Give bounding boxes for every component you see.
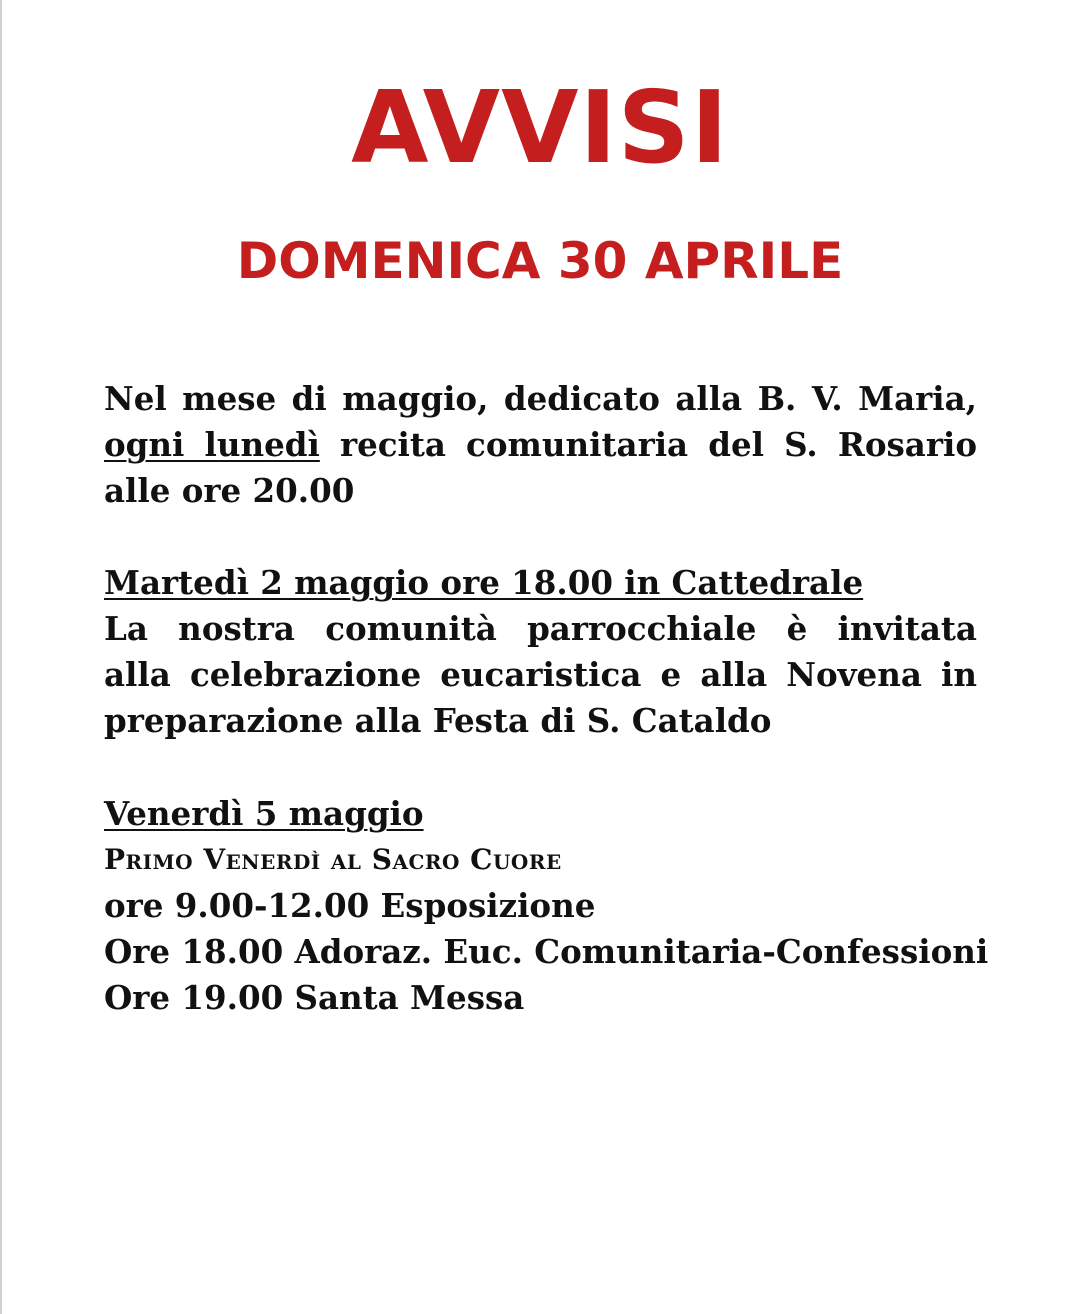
page-title: AVVISI xyxy=(351,69,729,186)
rosary-notice-line-2 xyxy=(104,422,977,468)
rosary-notice-line-1: Nel mese di maggio, dedicato alla B. V. Maria, xyxy=(104,379,977,418)
page-edge-divider xyxy=(0,0,2,1314)
cathedral-notice-line-2: alla celebrazione eucaristica e alla Novena in xyxy=(104,655,977,694)
rosary-notice-line-2-rest: recita comunitaria del S. Rosario xyxy=(319,425,978,464)
page-date-subtitle: DOMENICA 30 APRILE xyxy=(236,232,844,290)
first-friday-line-2: Ore 18.00 Adoraz. Euc. Comunitaria-Confessioni xyxy=(104,932,989,971)
rosary-notice-line-3: alle ore 20.00 xyxy=(104,471,355,510)
rosary-notice xyxy=(104,376,977,514)
cathedral-notice xyxy=(104,560,977,744)
first-friday-line-3: Ore 19.00 Santa Messa xyxy=(104,978,525,1017)
first-friday-line-1: ore 9.00-12.00 Esposizione xyxy=(104,886,596,925)
cathedral-notice-line-1: La nostra comunità parrocchiale è invitata xyxy=(104,609,977,648)
rosary-notice-day-underlined: ogni lunedì xyxy=(104,425,320,464)
first-friday-notice xyxy=(104,791,989,1021)
first-friday-heading: Venerdì 5 maggio xyxy=(104,794,424,833)
cathedral-notice-line-3: preparazione alla Festa di S. Cataldo xyxy=(104,701,772,740)
cathedral-notice-heading: Martedì 2 maggio ore 18.00 in Cattedrale xyxy=(104,563,864,602)
first-friday-subheading: Primo Venerdì al Sacro Cuore xyxy=(104,843,562,876)
